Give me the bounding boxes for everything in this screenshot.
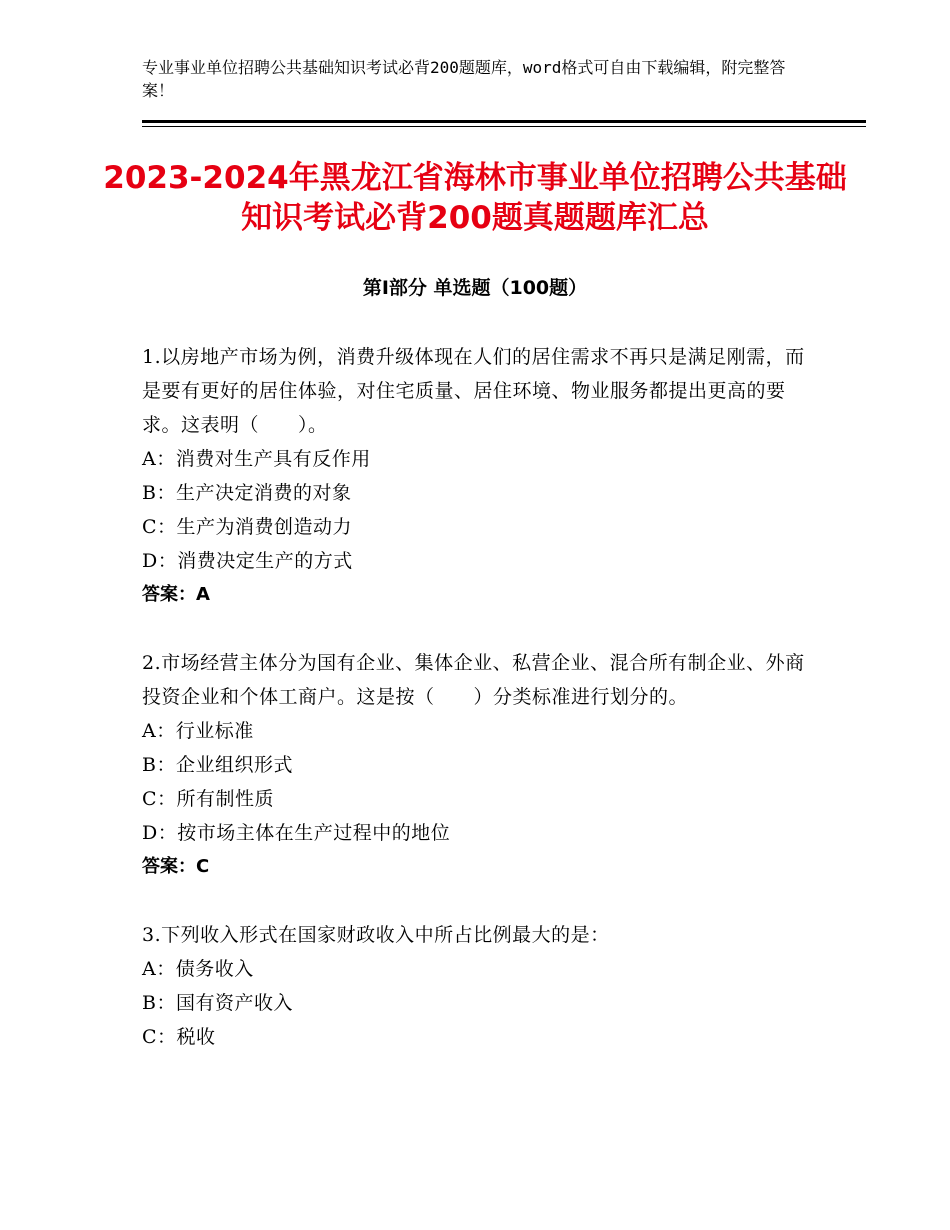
question-2: [142, 646, 808, 884]
document-title: 2023-2024年黑龙江省海林市事业单位招聘公共基础知识考试必背200题真题题库汇总: [103, 160, 847, 236]
answer-key: 答案：A: [142, 584, 210, 605]
header-divider-thin: [142, 126, 866, 127]
option-d: D：消费决定生产的方式: [142, 550, 353, 572]
option-b: B：生产决定消费的对象: [142, 482, 352, 504]
option-b: B：企业组织形式: [142, 754, 293, 776]
header-divider-thick: [142, 120, 866, 123]
option-c: C：生产为消费创造动力: [142, 516, 353, 538]
option-c: C：所有制性质: [142, 788, 275, 810]
option-d: D：按市场主体在生产过程中的地位: [142, 822, 451, 844]
section-title: 第Ⅰ部分 单选题（100题）: [362, 277, 588, 299]
option-a: A：债务收入: [142, 958, 254, 980]
question-stem: 1.以房地产市场为例，消费升级体现在人们的居住需求不再只是满足刚需，而是要有更好的居住体验，对住宅质量、居住环境、物业服务都提出更高的要求。这表明（ ）。: [142, 346, 805, 436]
option-b: B：国有资产收入: [142, 992, 293, 1014]
question-list: [142, 340, 808, 1088]
question-stem: 2.市场经营主体分为国有企业、集体企业、私营企业、混合所有制企业、外商投资企业和个体工商户。这是按（ ）分类标准进行划分的。: [142, 652, 805, 708]
question-stem: 3.下列收入形式在国家财政收入中所占比例最大的是：: [142, 924, 610, 946]
option-c: C：税收: [142, 1026, 216, 1048]
option-a: A：消费对生产具有反作用: [142, 448, 371, 470]
question-3: [142, 918, 808, 1054]
option-a: A：行业标准: [142, 720, 254, 742]
question-1: [142, 340, 808, 612]
header-note: 专业事业单位招聘公共基础知识考试必背200题题库，word格式可自由下载编辑，附完整答案！: [142, 58, 786, 100]
answer-key: 答案：C: [142, 856, 210, 877]
